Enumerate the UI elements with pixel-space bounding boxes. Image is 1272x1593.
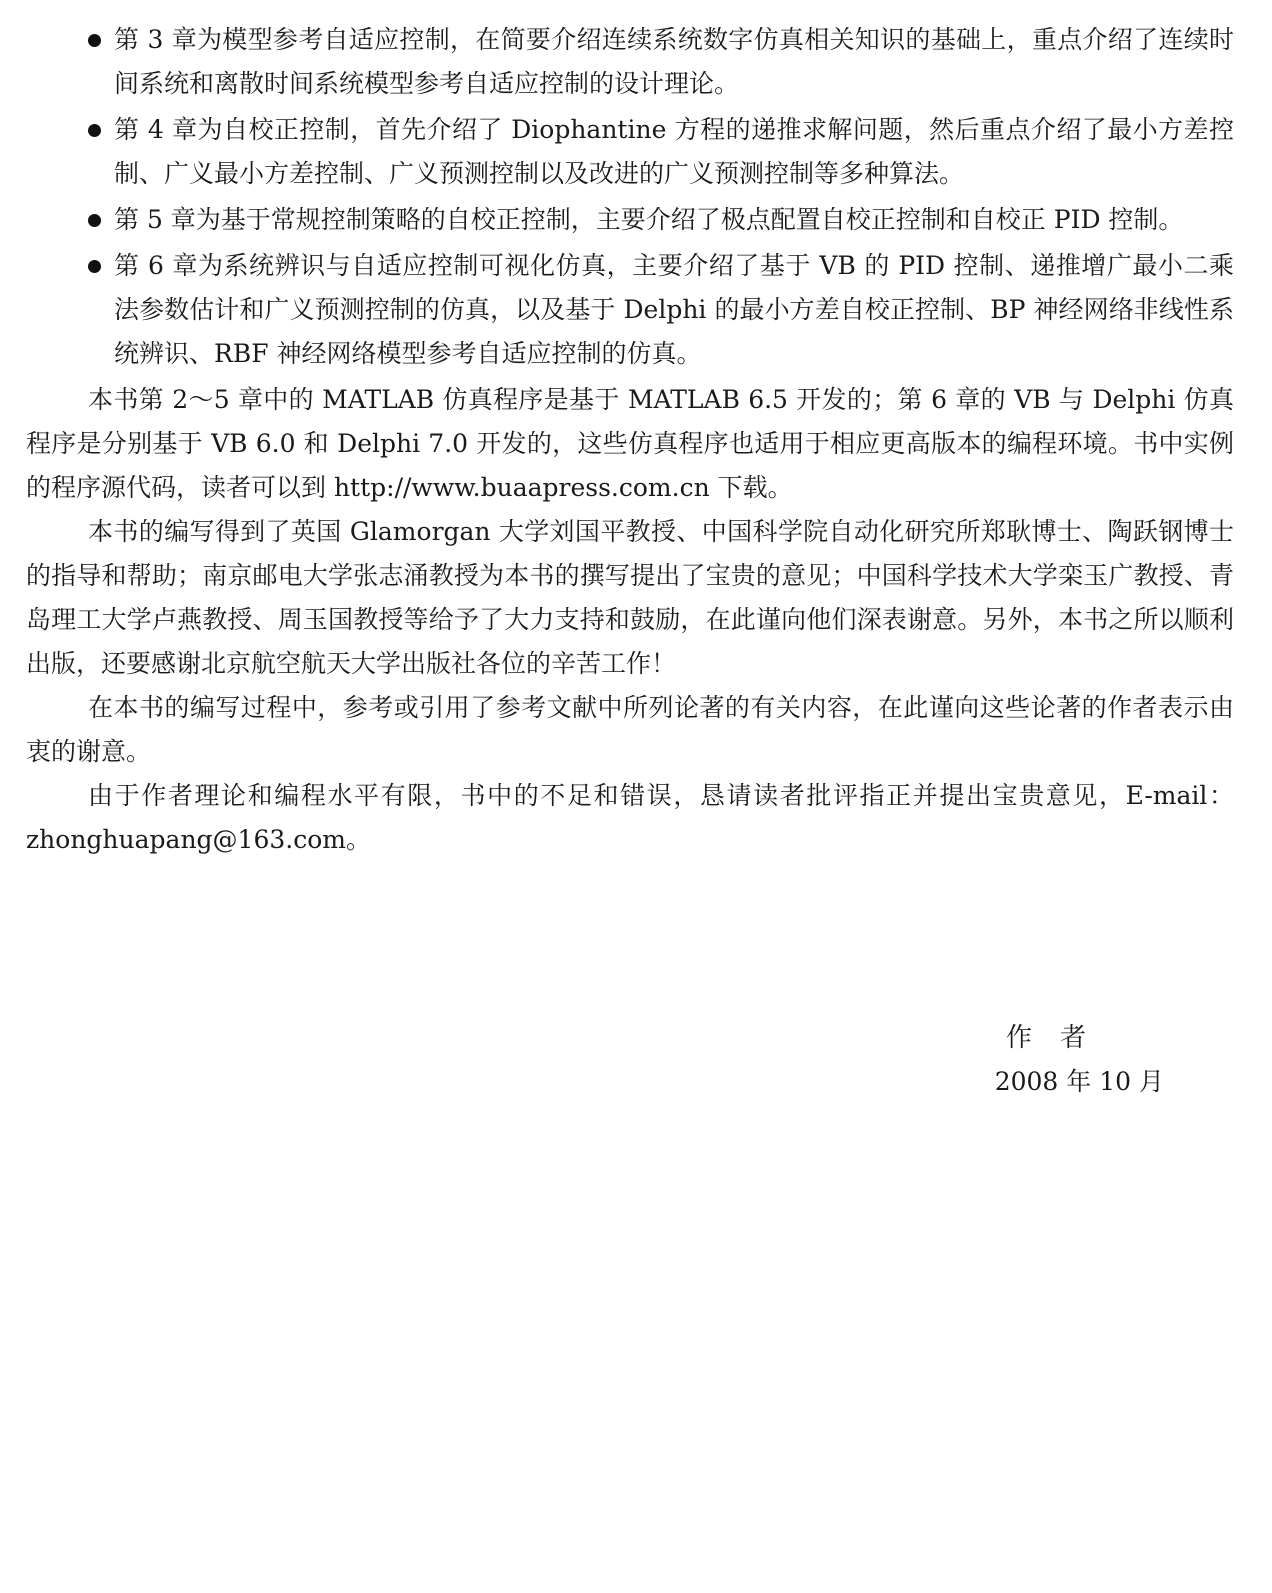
bullet-text: 第 5 章为基于常规控制策略的自校正控制，主要介绍了极点配置自校正控制和自校正 PID 控制。 <box>114 205 1184 234</box>
paragraph-software-versions: 本书第 2～5 章中的 MATLAB 仿真程序是基于 MATLAB 6.5 开发的；第 6 章的 VB 与 Delphi 仿真程序是分别基于 VB 6.0 和 Delphi 7.0 开发的，这些仿真程序也适用于相应更高版本的编程环境。书中实例的程序源代码，读者可以到 http://www.buaapress.com.cn 下载。 <box>26 385 1234 502</box>
bullet-item-chapter-3 <box>26 18 1234 106</box>
bullet-dot-icon <box>88 34 101 47</box>
paragraph-acknowledgements: 本书的编写得到了英国 Glamorgan 大学刘国平教授、中国科学院自动化研究所郑耿博士、陶跃钢博士的指导和帮助；南京邮电大学张志涌教授为本书的撰写提出了宝贵的意见；中国科学技术大学栾玉广教授、青岛理工大学卢燕教授、周玉国教授等给予了大力支持和鼓励，在此谨向他们深表谢意。另外，本书之所以顺利出版，还要感谢北京航空航天大学出版社各位的辛苦工作！ <box>26 517 1234 678</box>
chapter-bullet-list <box>26 18 1234 376</box>
bullet-item-chapter-6 <box>26 244 1234 376</box>
bullet-text: 第 3 章为模型参考自适应控制，在简要介绍连续系统数字仿真相关知识的基础上，重点介绍了连续时间系统和离散时间系统模型参考自适应控制的设计理论。 <box>114 25 1234 98</box>
bullet-dot-icon <box>88 260 101 273</box>
bullet-text: 第 6 章为系统辨识与自适应控制可视化仿真，主要介绍了基于 VB 的 PID 控制、递推增广最小二乘法参数估计和广义预测控制的仿真，以及基于 Delphi 的最小方差自校正控制、BP 神经网络非线性系统辨识、RBF 神经网络模型参考自适应控制的仿真。 <box>114 251 1234 368</box>
bullet-item-chapter-4 <box>26 108 1234 196</box>
paragraph-feedback-contact: 由于作者理论和编程水平有限，书中的不足和错误，恳请读者批评指正并提出宝贵意见，E-mail：zhonghuapang@163.com。 <box>26 781 1234 854</box>
paragraph-references-thanks: 在本书的编写过程中，参考或引用了参考文献中所列论著的有关内容，在此谨向这些论著的作者表示由衷的谢意。 <box>26 693 1234 766</box>
bullet-item-chapter-5 <box>26 198 1234 242</box>
signature-date: 2008 年 10 月 <box>994 1067 1164 1096</box>
document-page <box>26 18 1234 1096</box>
bullet-dot-icon <box>88 124 101 137</box>
bullet-text: 第 4 章为自校正控制，首先介绍了 Diophantine 方程的递推求解问题，然后重点介绍了最小方差控制、广义最小方差控制、广义预测控制以及改进的广义预测控制等多种算法。 <box>114 115 1234 188</box>
signature-block <box>26 1018 1234 1108</box>
bullet-dot-icon <box>88 214 101 227</box>
signature-author: 作者 <box>1005 1023 1114 1053</box>
